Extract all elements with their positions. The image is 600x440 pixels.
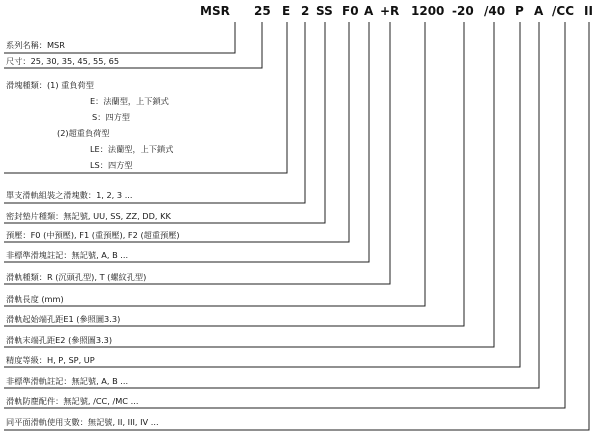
model-code-row [200, 4, 593, 18]
label-block-type-heavy: (2)超重負荷型 [57, 128, 110, 138]
connector-nonstd-rail [4, 22, 539, 388]
code-part-seal: SS [316, 4, 333, 18]
label-nonstandard-block: 非標準滑塊註記：無記號, A, B ... [6, 250, 129, 260]
label-block-type-le: LE：法蘭型，上下鎖式 [90, 144, 174, 154]
label-accuracy: 精度等級：H, P, SP, UP [6, 355, 95, 365]
code-part-block-type: E [282, 4, 291, 18]
code-part-preload: F0 [342, 4, 359, 18]
label-series-name: 系列名稱：MSR [6, 40, 65, 50]
label-dust-cover: 滑軌防塵配件：無記號, /CC, /MC ... [6, 396, 139, 406]
label-rail-length: 滑軌長度 (mm) [6, 294, 64, 304]
code-part-e2: /40 [484, 4, 506, 18]
code-part-block-count: 2 [301, 4, 310, 18]
code-part-size: 25 [254, 4, 271, 18]
label-e1: 滑軌起始端孔距E1 (參照圖3.3) [6, 314, 121, 324]
legend-labels [6, 40, 180, 427]
code-part-nonstd-block: A [364, 4, 374, 18]
label-rail-type: 滑軌種類：R (沉頭孔型), T (螺紋孔型) [6, 272, 147, 282]
code-part-e1: -20 [452, 4, 474, 18]
label-block-type-s: S：四方型 [92, 112, 130, 122]
code-part-rails: II [584, 4, 593, 18]
label-block-type-ls: LS：四方型 [90, 160, 133, 170]
connector-e2 [4, 22, 494, 347]
code-part-nonstd-rail: A [534, 4, 544, 18]
label-blocks-per-rail: 單支滑軌組裝之滑塊數：1, 2, 3 ... [6, 190, 133, 200]
label-block-type-title: 滑塊種類：(1) 重負荷型 [6, 80, 94, 90]
label-size: 尺寸：25, 30, 35, 45, 55, 65 [6, 56, 120, 66]
code-part-msr: MSR [200, 4, 230, 18]
connector-preload [4, 22, 349, 242]
code-part-accuracy: P [515, 4, 524, 18]
label-block-type-e: E：法蘭型，上下鎖式 [90, 96, 169, 106]
code-part-rail-type: +R [380, 4, 400, 18]
label-rails-same-plane: 同平面滑軌使用支數：無記號, II, III, IV ... [6, 417, 159, 427]
code-part-dust-cover: /CC [552, 4, 574, 18]
label-nonstandard-rail: 非標準滑軌註記：無記號, A, B ... [6, 376, 129, 386]
label-e2: 滑軌末端孔距E2 (參照圖3.3) [6, 335, 113, 345]
code-part-rail-length: 1200 [411, 4, 445, 18]
label-seal-type: 密封墊片種類：無記號, UU, SS, ZZ, DD, KK [6, 211, 171, 221]
label-preload: 預壓：F0 (中預壓), F1 (重預壓), F2 (超重預壓) [6, 230, 180, 240]
